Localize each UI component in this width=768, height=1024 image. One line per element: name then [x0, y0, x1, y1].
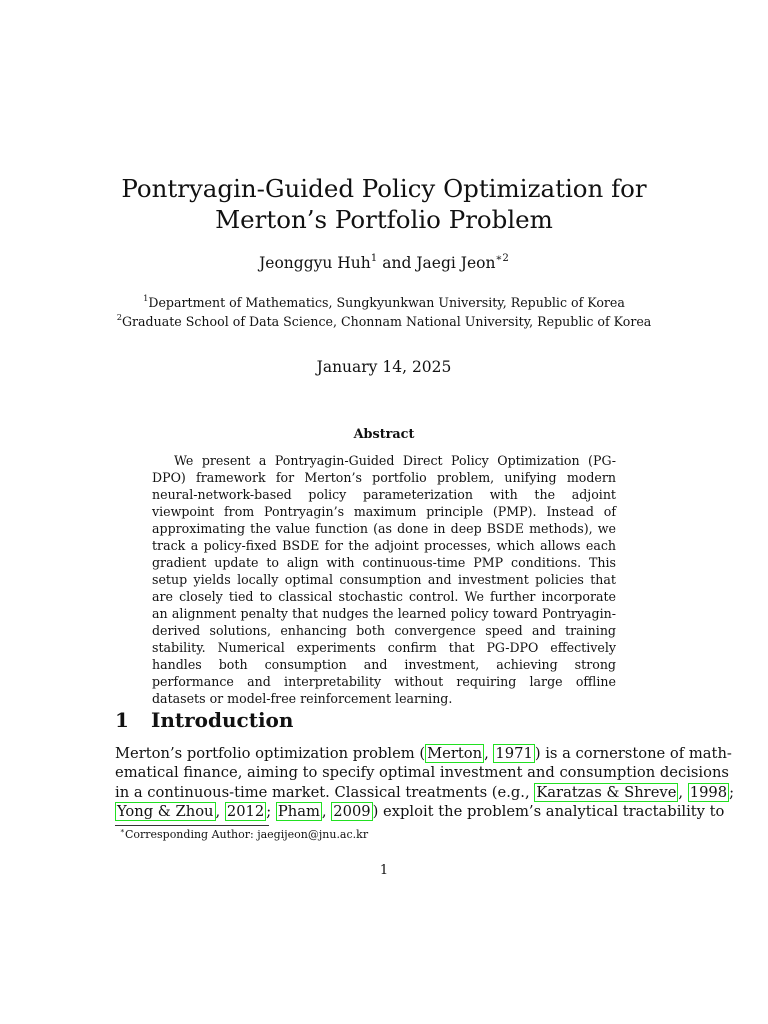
abstract-body	[152, 452, 616, 707]
intro-text: ,	[215, 803, 221, 821]
intro-text: Merton’s portfolio optimization problem (	[115, 745, 426, 762]
affiliation-mark: ∗2	[495, 252, 509, 264]
citation-link[interactable]: 1998	[689, 783, 728, 801]
intro-text: ;	[729, 783, 735, 801]
affiliation-line	[0, 293, 768, 312]
intro-paragraph	[115, 744, 735, 822]
affiliation-mark: 1	[370, 252, 378, 264]
citation-link[interactable]: Yong & Zhou	[117, 803, 214, 821]
abstract-heading: Abstract	[353, 427, 415, 442]
intro-text: ;	[266, 803, 272, 821]
paper-title	[0, 173, 768, 235]
footnote-text: Corresponding Author: jaegijeon@jnu.ac.kr	[124, 828, 369, 841]
intro-text: ,	[484, 745, 489, 762]
author-name: Jeonggyu Huh	[259, 254, 371, 272]
citation-link[interactable]: Karatzas & Shreve	[536, 783, 677, 801]
footnote-rule	[115, 825, 269, 826]
author-list	[0, 253, 768, 273]
intro-line	[115, 783, 735, 802]
page-number: 1	[379, 863, 389, 878]
affiliation-text: Graduate School of Data Science, Chonnam National University, Republic of Korea	[121, 314, 652, 329]
affiliation-line	[0, 312, 768, 331]
title-line-2: Merton’s Portfolio Problem	[215, 205, 553, 234]
affiliations	[0, 293, 768, 331]
citation-link[interactable]: 2009	[333, 803, 371, 821]
section-heading	[115, 708, 293, 732]
affiliation-text: Department of Mathematics, Sungkyunkwan University, Republic of Korea	[148, 295, 625, 310]
citation-link[interactable]: 2012	[226, 803, 265, 821]
intro-text: ,	[678, 783, 684, 801]
citation-link[interactable]: 1971	[495, 745, 533, 762]
abstract-text: We present a Pontryagin-Guided Direct Policy Optimization (PG-DPO) framework for Merton’s portfolio problem, unifying modern neural-network-based policy parameterization with the adjoint viewpoint from Pontryagin’s maximum principle (PMP). Instead of approximating the value function (as done in deep BSDE methods), we track a policy-fixed BSDE for the adjoint processes, which allows each gradient update to align with continuous-time PMP conditions. This setup yields locally optimal consumption and investment policies that are closely tied to classical stochastic control. We further incorporate an alignment penalty that nudges the learned policy toward Pontryagin-derived solutions, enhancing both convergence speed and training stability. Numerical experiments confirm that PG-DPO effectively handles both consumption and investment, achieving strong performance and interpretability without requiring large offline datasets or model-free reinforcement learning.	[152, 453, 616, 706]
intro-line: ematical finance, aiming to specify optimal investment and consumption decisions	[115, 764, 729, 782]
intro-text: in a continuous-time market. Classical treatments (e.g.,	[115, 783, 530, 801]
intro-text: ) exploit the problem’s analytical tractability to	[372, 803, 725, 821]
section-title: Introduction	[151, 708, 294, 732]
intro-line	[115, 802, 725, 821]
title-line-1: Pontryagin-Guided Policy Optimization for	[121, 174, 647, 203]
paper-date: January 14, 2025	[316, 358, 452, 376]
intro-text: ) is a cornerstone of math-	[534, 745, 732, 762]
section-number: 1	[115, 708, 129, 732]
citation-link[interactable]: Merton	[427, 745, 483, 762]
affiliation-mark: 1	[143, 292, 149, 303]
intro-text: ,	[321, 803, 327, 821]
author-connector: and	[382, 254, 412, 272]
author-name: Jaegi Jeon	[416, 254, 496, 272]
intro-line	[115, 744, 732, 763]
footnote-mark: ∗	[120, 825, 125, 835]
affiliation-mark: 2	[116, 311, 122, 322]
citation-link[interactable]: Pham	[277, 803, 320, 821]
footnote	[120, 825, 369, 841]
